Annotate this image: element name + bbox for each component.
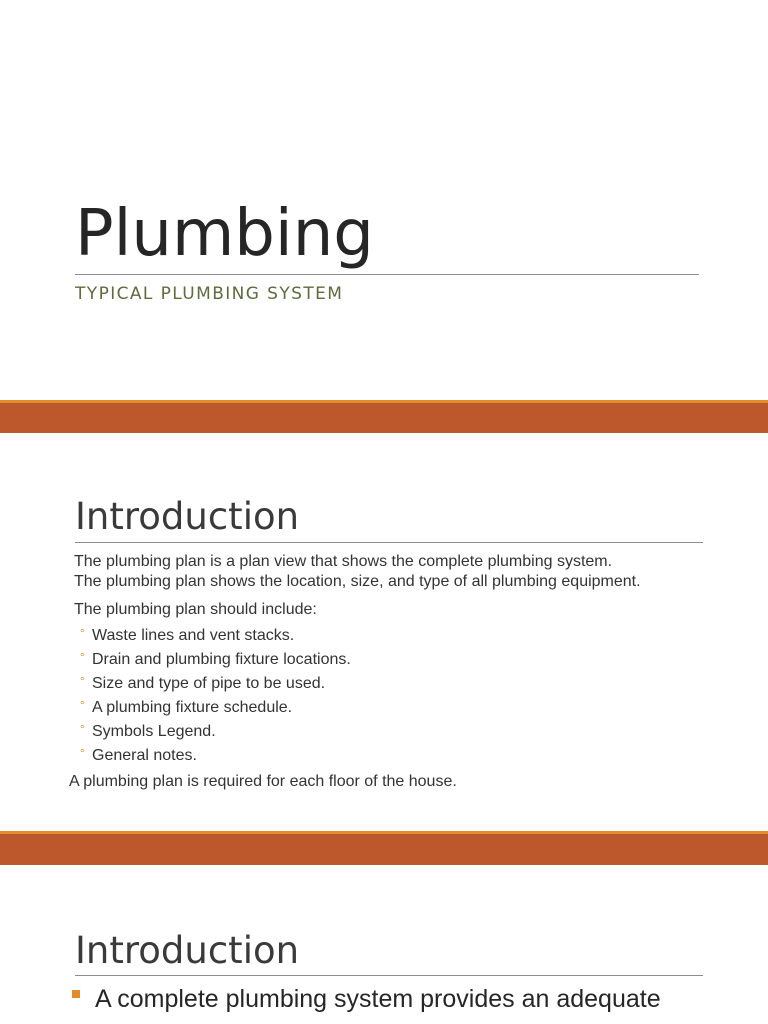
slide-introduction-2	[0, 865, 768, 1024]
slide-3-bullet-text: A complete plumbing system provides an adequate	[95, 985, 661, 1013]
slide-divider	[0, 831, 768, 865]
slide-1-title: Plumbing	[75, 197, 374, 271]
list-item: ° Size and type of pipe to be used.	[80, 672, 351, 696]
include-label: The plumbing plan should include:	[74, 601, 317, 618]
bullet-icon: °	[80, 628, 85, 640]
intro-paragraph	[74, 552, 641, 592]
slide-divider	[0, 400, 768, 433]
bullet-icon: °	[80, 652, 85, 664]
slide-3-title: Introduction	[75, 929, 300, 972]
bullet-icon: °	[80, 748, 85, 760]
title-rule	[75, 274, 699, 275]
floor-note: A plumbing plan is required for each floor of the house.	[69, 773, 457, 790]
intro-line-2: The plumbing plan shows the location, size, and type of all plumbing equipment.	[74, 573, 641, 590]
include-list	[80, 624, 351, 768]
list-item: ° General notes.	[80, 744, 351, 768]
square-bullet-icon	[72, 990, 80, 998]
intro-line-1: The plumbing plan is a plan view that shows the complete plumbing system.	[74, 553, 613, 570]
list-item: ° Waste lines and vent stacks.	[80, 624, 351, 648]
heading-rule	[75, 975, 703, 976]
list-item: ° Drain and plumbing fixture locations.	[80, 648, 351, 672]
list-item: ° A plumbing fixture schedule.	[80, 696, 351, 720]
bullet-icon: °	[80, 724, 85, 736]
bullet-icon: °	[80, 700, 85, 712]
slide-title	[0, 0, 768, 400]
list-item: ° Symbols Legend.	[80, 720, 351, 744]
slide-2-title: Introduction	[75, 495, 300, 538]
slide-1-subtitle: TYPICAL PLUMBING SYSTEM	[75, 284, 344, 304]
heading-rule	[75, 542, 703, 543]
bullet-icon: °	[80, 676, 85, 688]
slide-introduction	[0, 433, 768, 831]
